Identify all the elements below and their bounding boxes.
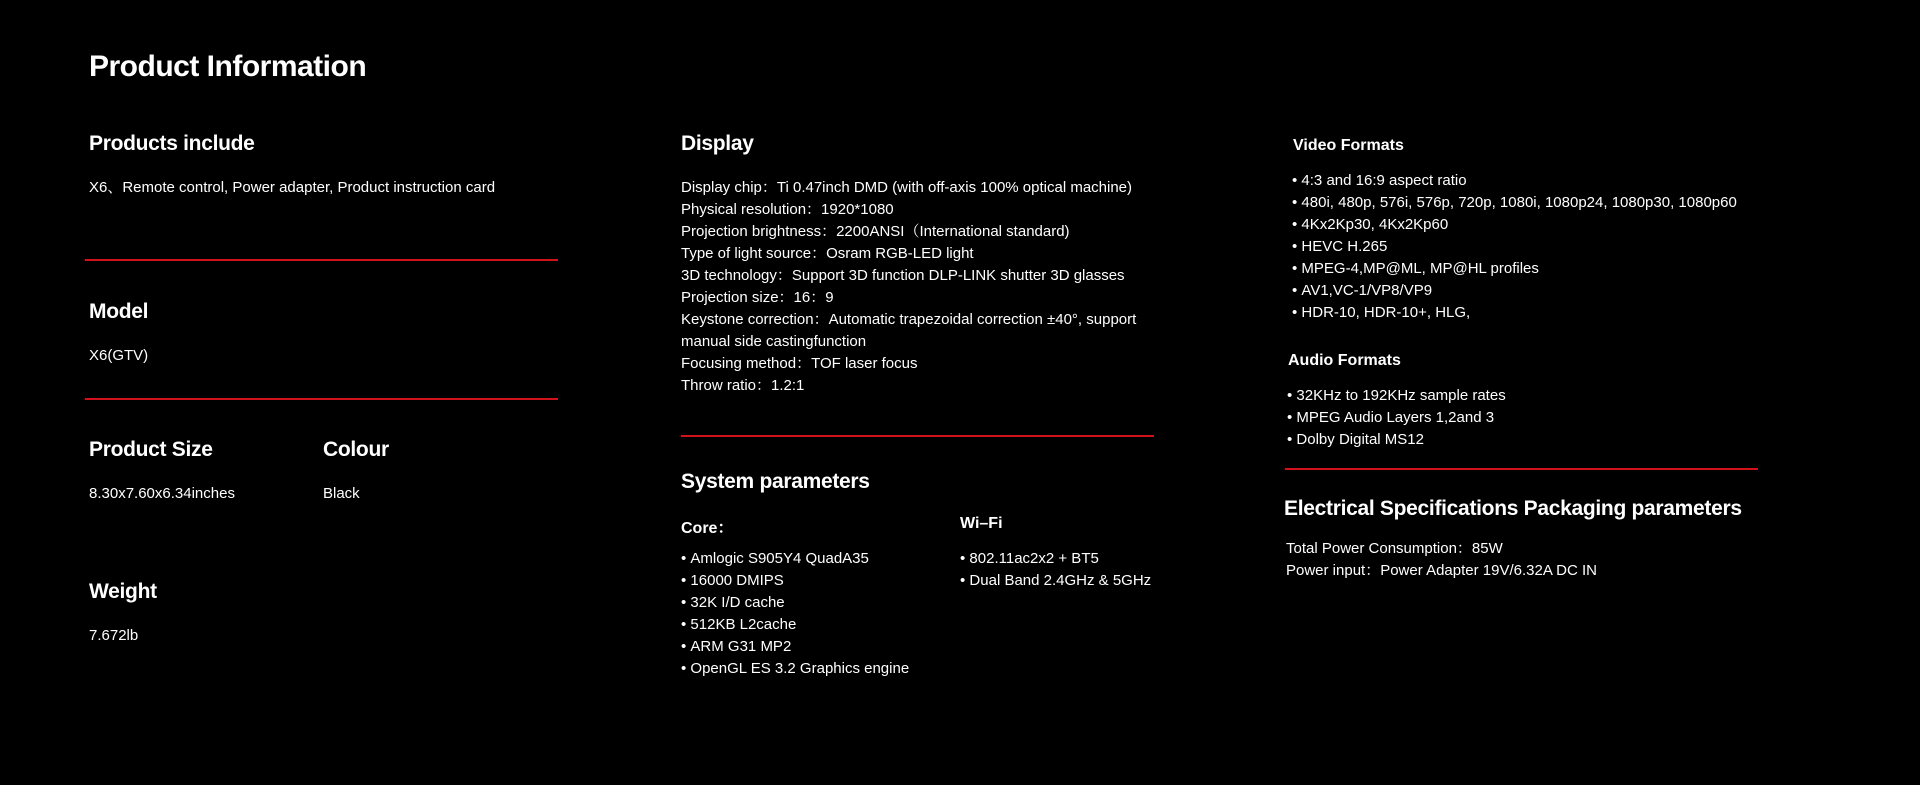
list-item: • AV1,VC-1/VP8/VP9	[1292, 280, 1737, 302]
wifi-list	[960, 548, 1151, 592]
display-spec-list	[681, 177, 1136, 397]
audio-formats-list	[1287, 385, 1506, 451]
list-item: • 802.11ac2x2 + BT5	[960, 548, 1151, 570]
list-item: • 512KB L2cache	[681, 614, 909, 636]
divider	[85, 259, 558, 261]
video-formats-list	[1292, 170, 1737, 324]
display-spec-line: 3D technology：Support 3D function DLP-LINK shutter 3D glasses	[681, 267, 1125, 284]
list-item: • Dolby Digital MS12	[1287, 429, 1506, 451]
colour-heading: Colour	[323, 438, 389, 461]
list-item: • Dual Band 2.4GHz & 5GHz	[960, 570, 1151, 592]
list-item: • MPEG Audio Layers 1,2and 3	[1287, 407, 1506, 429]
product-size-heading: Product Size	[89, 438, 213, 461]
electrical-spec-list	[1286, 538, 1597, 582]
divider	[1285, 468, 1758, 470]
list-item: • HEVC H.265	[1292, 236, 1737, 258]
list-item: • 480i, 480p, 576i, 576p, 720p, 1080i, 1080p24, 1080p30, 1080p60	[1292, 192, 1737, 214]
products-include-text: X6、Remote control, Power adapter, Product instruction card	[89, 179, 496, 196]
list-item: • OpenGL ES 3.2 Graphics engine	[681, 658, 909, 680]
list-item: • Amlogic S905Y4 QuadA35	[681, 548, 909, 570]
divider	[85, 398, 558, 400]
system-parameters-heading: System parameters	[681, 470, 870, 493]
model-text: X6(GTV)	[89, 347, 149, 364]
list-item: • 16000 DMIPS	[681, 570, 909, 592]
model-heading: Model	[89, 300, 149, 323]
list-item: • 32KHz to 192KHz sample rates	[1287, 385, 1506, 407]
display-spec-line: manual side castingfunction	[681, 333, 867, 350]
core-heading: Core：	[681, 520, 734, 537]
display-spec-line: Keystone correction：Automatic trapezoidal correction ±40°, support	[681, 311, 1137, 328]
list-item: • 4:3 and 16:9 aspect ratio	[1292, 170, 1737, 192]
list-item: • HDR-10, HDR-10+, HLG,	[1292, 302, 1737, 324]
product-size-text: 8.30x7.60x6.34inches	[89, 485, 235, 502]
page-title: Product Information	[89, 50, 367, 83]
display-spec-line: Focusing method：TOF laser focus	[681, 355, 918, 372]
weight-heading: Weight	[89, 580, 157, 603]
display-spec-line: Physical resolution：1920*1080	[681, 201, 894, 218]
electrical-heading: Electrical Specifications Packaging parameters	[1284, 497, 1742, 520]
display-heading: Display	[681, 132, 754, 155]
weight-text: 7.672lb	[89, 627, 139, 644]
list-item: • ARM G31 MP2	[681, 636, 909, 658]
electrical-spec-line: Total Power Consumption：85W	[1286, 540, 1503, 557]
core-list	[681, 548, 909, 680]
colour-text: Black	[323, 485, 360, 502]
display-spec-line: Type of light source：Osram RGB-LED light	[681, 245, 974, 262]
display-spec-line: Display chip：Ti 0.47inch DMD (with off-axis 100% optical machine)	[681, 179, 1133, 196]
audio-formats-heading: Audio Formats	[1288, 352, 1401, 369]
list-item: • 32K I/D cache	[681, 592, 909, 614]
products-include-heading: Products include	[89, 132, 255, 155]
video-formats-heading: Video Formats	[1293, 137, 1404, 154]
list-item: • MPEG-4,MP@ML, MP@HL profiles	[1292, 258, 1737, 280]
display-spec-line: Projection brightness：2200ANSI（International standard)	[681, 223, 1070, 240]
divider	[681, 435, 1154, 437]
display-spec-line: Throw ratio：1.2:1	[681, 377, 805, 394]
electrical-spec-line: Power input：Power Adapter 19V/6.32A DC IN	[1286, 562, 1598, 579]
display-spec-line: Projection size：16：9	[681, 289, 834, 306]
wifi-heading: Wi–Fi	[960, 515, 1003, 532]
list-item: • 4Kx2Kp30, 4Kx2Kp60	[1292, 214, 1737, 236]
